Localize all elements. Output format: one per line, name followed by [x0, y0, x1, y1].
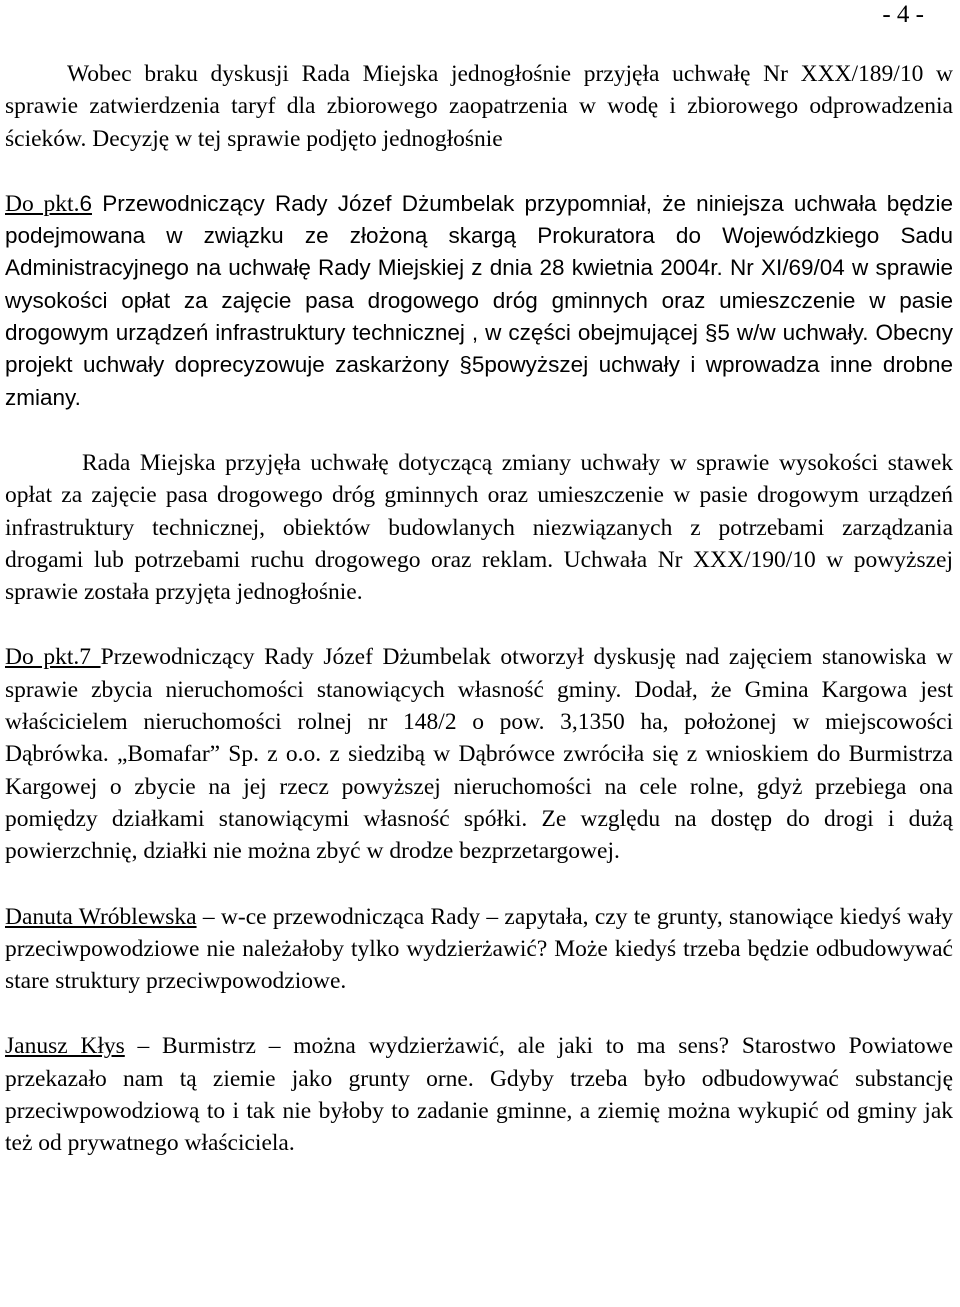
paragraph-resolution-190: Rada Miejska przyjęła uchwałę dotyczącą zmiany uchwały w sprawie wysokości stawek opłat za zajęcie pasa drogowego dróg gminnych oraz umieszczenie w pasie drogowym urządzeń infrastruktury technicznej, obiektów budowlanych niezwiązanych z potrzebami zarządzania drogami lub potrzebami ruchu drogowego oraz reklam. Uchwała Nr XXX/190/10 w powyższej sprawie została przyjęta jednogłośnie.	[5, 449, 953, 606]
point-6-text-c: Obecny projekt uchwały doprecyzowuje zaskarżony §5powyższej uchwały i wprowadza inne drobne zmiany.	[5, 320, 954, 410]
page-number: - 4 -	[882, 1, 924, 28]
document-body	[5, 58, 953, 1160]
paragraph-resolution-189: Wobec braku dyskusji Rada Miejska jednogłośnie przyjęła uchwałę Nr XXX/189/10 w sprawie zatwierdzenia taryf dla zbiorowego zaopatrzenia w wodę i zbiorowego odprowadzenia ścieków. Decyzję w tej sprawie podjęto jednogłośnie	[5, 61, 953, 152]
paragraph-wroblewska	[5, 901, 953, 998]
speaker-statement: – Burmistrz – można wydzierżawić, ale jaki to ma sens? Starostwo Powiatowe przekazało nam tą ziemie jako grunty orne. Gdyby trzeba było odbudowywać substancję przeciwpowodziową to i tak nie byłoby to zadanie gminne, a ziemię można wykupić od gminy jak też od prywatnego właściciela.	[5, 1033, 953, 1157]
point-6-number: 6	[79, 190, 92, 216]
point-6-text-b: Nr XI/69/04 w sprawie wysokości opłat za zajęcie pasa drogowego dróg gminnych oraz umieszczenie w pasie drogowym urządzeń infrastruktury technicznej , w części obejmującej §5 w/w uchwały.	[5, 255, 954, 346]
speaker-statement: – w-ce przewodnicząca Rady – zapytała, czy te grunty, stanowiące kiedyś wały przeciwpowodziowe nie należałoby tylko wydzierżawić? Może kiedyś trzeba będzie odbudowywać stare struktury przeciwpowodziowe.	[5, 903, 953, 995]
paragraph-point-6	[5, 188, 953, 414]
speaker-name: Danuta Wróblewska	[5, 903, 197, 930]
point-7-label: Do pkt.7	[5, 644, 101, 671]
paragraph-klys	[5, 1030, 953, 1159]
point-6-text-a: Przewodniczący Rady Józef Dżumbelak przypomniał, że niniejsza uchwała będzie podejmowana w związku ze złożoną skargą Prokuratora do Wojewódzkiego Sadu Administracyjnego na uchwałę Rady Miejskiej z dnia 28 kwietnia 2004r.	[5, 190, 953, 281]
point-7-text: Przewodniczący Rady Józef Dżumbelak otworzył dyskusję nad zajęciem stanowiska w sprawie zbycia nieruchomości stanowiących własność gminy. Dodał, że Gmina Kargowa jest właścicielem nieruchomości rolnej nr 148/2 o pow. 3,1350 ha, położonej w miejscowości Dąbrówka. „Bomafar” Sp. z o.o. z siedzibą w Dąbrówce zwróciła się z wnioskiem do Burmistrza Kargowej o zbycie na jej rzecz powyższej nieruchomości na cele rolne, gdyż przebiega ona pomiędzy działkami stanowiącymi własność spółki. Ze względu na dostęp do drogi i dużą powierzchnię, działki nie można zbyć w drodze bezprzetargowej.	[5, 644, 953, 865]
paragraph-point-7	[5, 641, 953, 867]
speaker-name: Janusz Kłys	[5, 1033, 125, 1060]
point-6-label: Do pkt.	[5, 190, 80, 217]
